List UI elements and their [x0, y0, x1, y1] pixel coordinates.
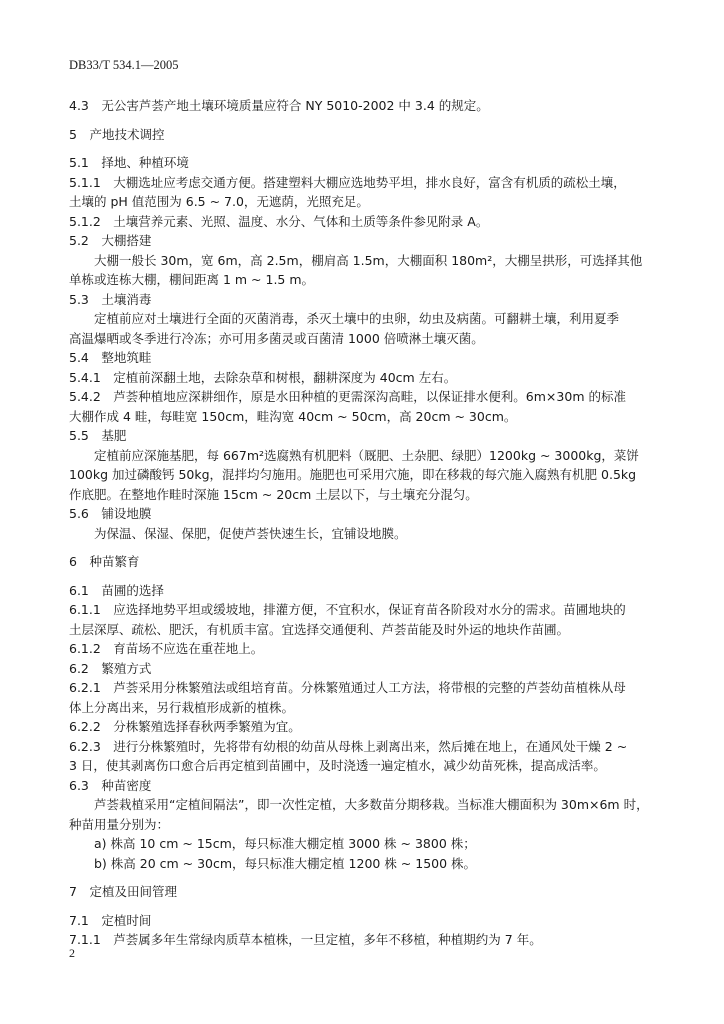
clause-5-3-heading: 5.3 土壤消毒	[69, 291, 152, 307]
standard-code-header: DB33/T 534.1—2005	[69, 58, 179, 72]
clause-5-1-2: 5.1.2 土壤营养元素、光照、温度、水分、气体和土质等条件参见附录 A。	[69, 213, 489, 229]
clause-6-2-1-cont: 体上分离出来，另行栽植形成新的植株。	[69, 699, 295, 715]
clause-5-2-heading: 5.2 大棚搭建	[69, 233, 152, 248]
clause-6-2-1: 6.2.1 芦荟采用分株繁殖法或组培育苗。分株繁殖通过人工方法，将带根的完整的芦荟幼苗植株从母	[69, 680, 626, 695]
clause-6-2-heading: 6.2 繁殖方式	[69, 660, 152, 676]
clause-5-6-heading: 5.6 铺设地膜	[69, 506, 152, 521]
list-item-a: a) 株高 10 cm ~ 15cm，每只标准大棚定植 3000 株 ~ 3800 株；	[94, 836, 476, 851]
clause-5-4-1: 5.4.1 定植前深翻土地，去除杂草和树根，翻耕深度为 40cm 左右。	[69, 369, 457, 385]
clause-6-1-1-cont: 土层深厚、疏松、肥沃，有机质丰富。宜选择交通便利、芦荟苗能及时外运的地块作苗圃。	[69, 621, 570, 637]
clause-6-2-2: 6.2.2 分株繁殖选择春秋两季繁殖为宜。	[69, 719, 301, 734]
clause-7-1-1: 7.1.1 芦荟属多年生常绿肉质草本植株，一旦定植，多年不移植，种植期约为 7 年。	[69, 932, 542, 947]
clause-5-4-2-cont: 大棚作成 4 畦，每畦宽 150cm，畦沟宽 40cm ~ 50cm，高 20cm ~ 30cm。	[69, 408, 517, 424]
clause-5-3-text: 定植前应对土壤进行全面的灭菌消毒，杀灭土壤中的虫卵，幼虫及病菌。可翻耕土壤，利用夏季	[94, 311, 620, 326]
section-7-heading: 7 定植及田间管理	[69, 884, 177, 899]
clause-5-6-text: 为保温、保湿、保肥，促使芦荟快速生长，宜铺设地膜。	[94, 525, 407, 541]
clause-6-1-heading: 6.1 苗圃的选择	[69, 582, 164, 598]
clause-6-1-2: 6.1.2 育苗场不应选在重茬地上。	[69, 641, 264, 656]
section-6-heading: 6 种苗繁育	[69, 554, 140, 569]
page-number: 2	[69, 946, 75, 960]
section-5-heading: 5 产地技术调控	[69, 126, 165, 142]
clause-5-5-text: 定植前应深施基肥，每 667m²选腐熟有机肥料（厩肥、土杂肥、绿肥）1200kg ~ 3000kg，菜饼	[94, 447, 639, 463]
clause-6-1-1: 6.1.1 应选择地势平坦或缓坡地，排灌方便，不宜积水，保证育苗各阶段对水分的需求。苗圃地块的	[69, 602, 626, 617]
clause-7-1-heading: 7.1 定植时间	[69, 912, 152, 928]
clause-5-5-text-cont-1: 100kg 加过磷酸钙 50kg，混拌均匀施用。施肥也可采用穴施，即在移栽的每穴施入腐熟有机肥 0.5kg	[69, 467, 637, 482]
clause-6-3-text: 芦荟栽植采用“定植间隔法”，即一次性定植，大多数苗分期移栽。当标准大棚面积为 30m×6m 时，	[94, 797, 649, 812]
clause-6-3-heading: 6.3 种苗密度	[69, 777, 152, 793]
clause-5-4-heading: 5.4 整地筑畦	[69, 350, 152, 365]
clause-5-1-1: 5.1.1 大棚选址应考虑交通方便。搭建塑料大棚应选地势平坦，排水良好，富含有机质的疏松土壤，	[69, 174, 626, 190]
clause-5-3-text-cont: 高温爆晒或冬季进行冷冻；亦可用多菌灵或百菌清 1000 倍喷淋土壤灭菌。	[69, 330, 484, 346]
clause-5-1-heading: 5.1 择地、种植环境	[69, 155, 189, 170]
list-item-b: b) 株高 20 cm ~ 30cm，每只标准大棚定植 1200 株 ~ 1500 株。	[94, 855, 477, 871]
clause-6-3-text-cont: 种苗用量分别为：	[69, 816, 170, 832]
clause-5-4-2: 5.4.2 芦荟种植地应深耕细作，原是水田种植的更需深沟高畦，以保证排水便利。6m×30m 的标准	[69, 389, 626, 404]
clause-5-5-text-cont-2: 作底肥。在整地作畦时深施 15cm ~ 20cm 土层以下，与土壤充分混匀。	[69, 486, 478, 502]
clause-6-2-3: 6.2.3 进行分株繁殖时，先将带有幼根的幼苗从母株上剥离出来，然后摊在地上，在通风处干燥 2 ~	[69, 738, 628, 754]
document-body	[69, 96, 649, 950]
clause-5-5-heading: 5.5 基肥	[69, 428, 127, 443]
clause-5-2-text-cont: 单栋或连栋大棚，棚间距离 1 m ~ 1.5 m。	[69, 272, 315, 287]
clause-5-2-text: 大棚一般长 30m，宽 6m，高 2.5m，棚肩高 1.5m，大棚面积 180m²，大棚呈拱形，可选择其他	[94, 252, 643, 268]
clause-4-3: 4.3 无公害芦荟产地土壤环境质量应符合 NY 5010-2002 中 3.4 的规定。	[69, 98, 489, 113]
clause-6-2-3-cont: 3 日，使其剥离伤口愈合后再定植到苗圃中，及时浇透一遍定植水，减少幼苗死株，提高成活率。	[69, 758, 606, 773]
clause-5-1-1-cont: 土壤的 pH 值范围为 6.5 ~ 7.0，无遮荫，光照充足。	[69, 194, 369, 209]
